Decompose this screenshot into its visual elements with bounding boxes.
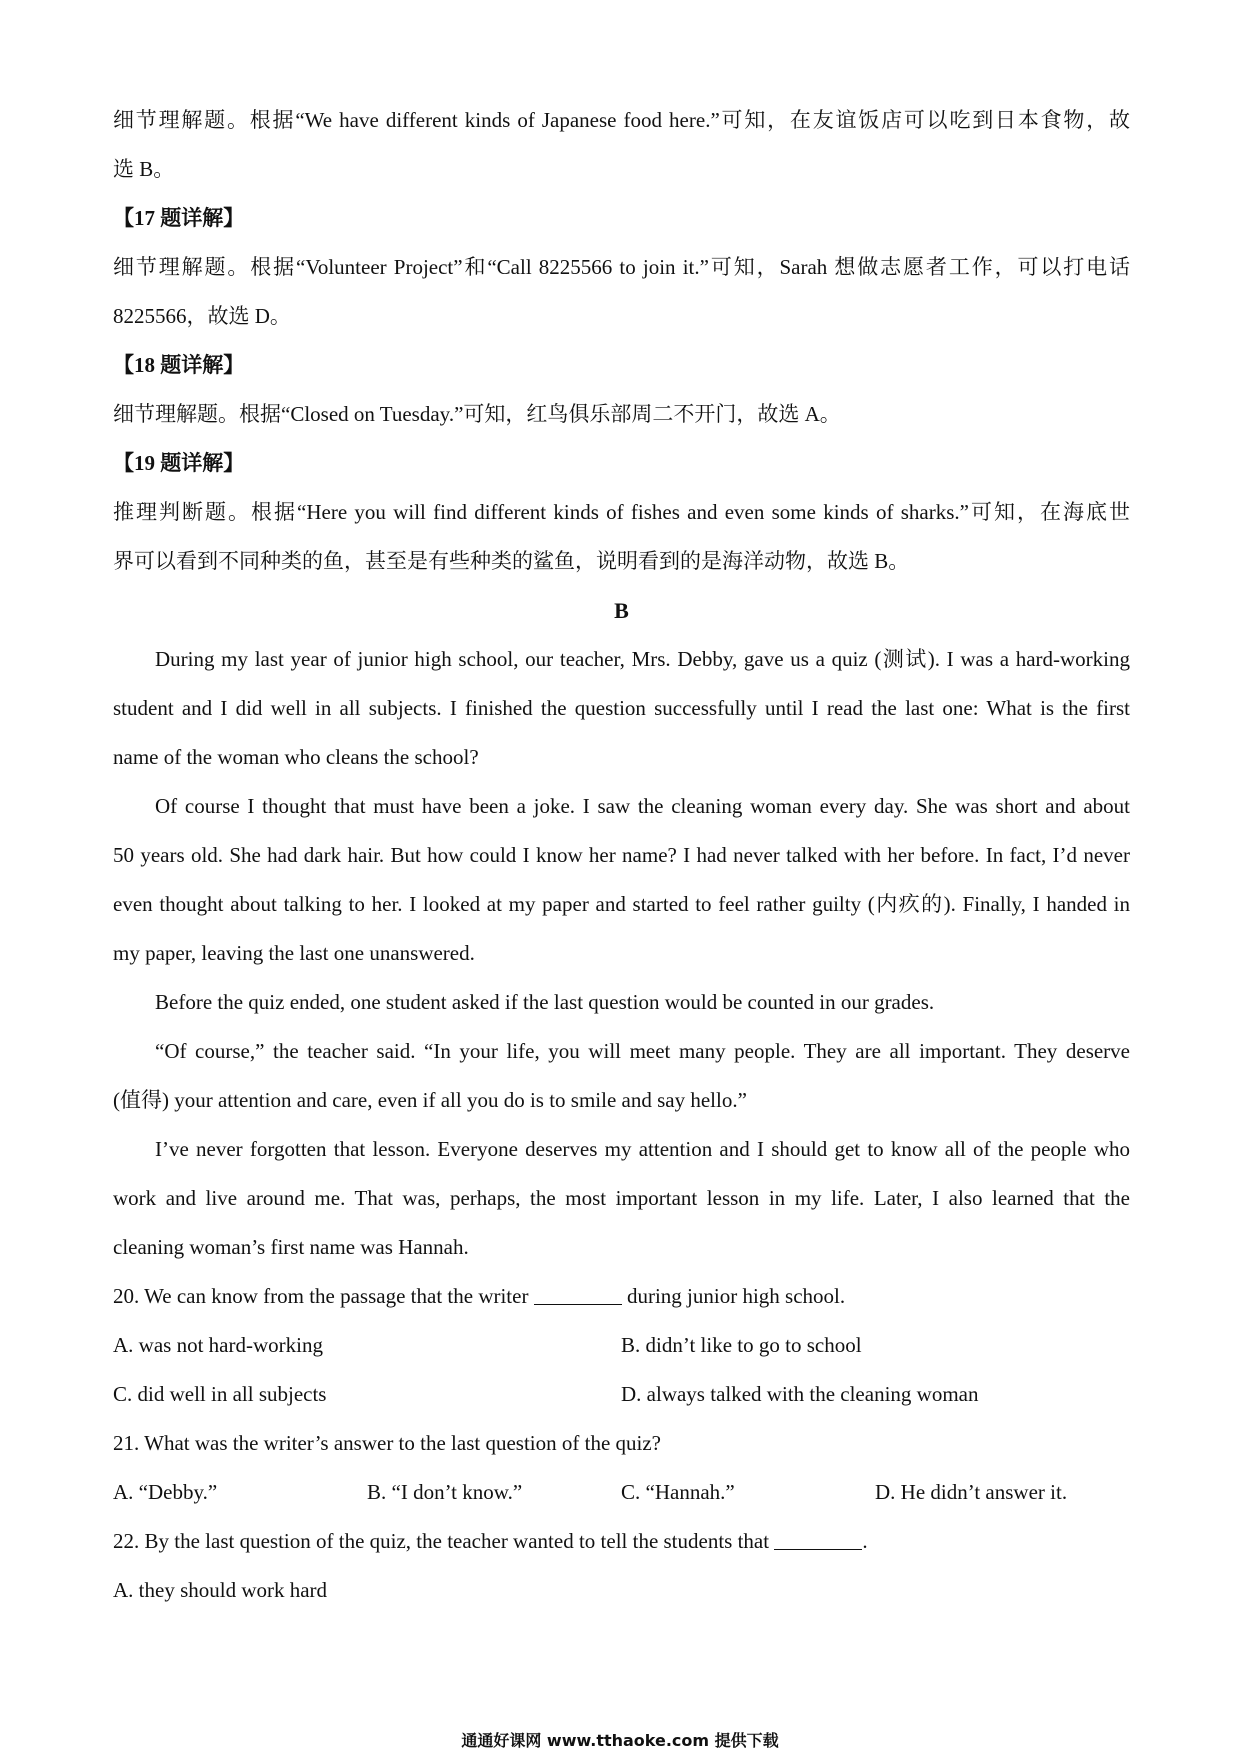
question-22-stem-end: . xyxy=(862,1529,868,1553)
passage-p4-line2: (值得) your attention and care, even if all you do is to smile and say hello.” xyxy=(113,1088,747,1112)
option-b: B. didn’t like to go to school xyxy=(621,1333,862,1357)
question-20-options-row2 xyxy=(113,1370,1130,1419)
q19-explanation-line1: 推理判断题。根据“Here you will find different kinds of fishes and even some kinds of sharks.”可知，在海底世 xyxy=(113,500,1130,524)
question-22 xyxy=(113,1517,1130,1566)
passage-p4-line1: “Of course,” the teacher said. “In your life, you will meet many people. They are all important. They deserve xyxy=(155,1039,1130,1063)
q18-title: 【18 题详解】 xyxy=(113,353,245,377)
passage-p3-line1: Before the quiz ended, one student asked if the last question would be counted in our grades. xyxy=(155,990,935,1014)
q17-explanation-line2: 8225566，故选 D。 xyxy=(113,304,291,328)
option-d: D. He didn’t answer it. xyxy=(875,1480,1068,1504)
answer-blank xyxy=(774,1529,862,1550)
passage-p2-line1: Of course I thought that must have been a joke. I saw the cleaning woman every day. She was short and about xyxy=(155,794,1130,818)
option-c: C. “Hannah.” xyxy=(621,1480,735,1504)
question-20-stem-start: 20. We can know from the passage that the writer xyxy=(113,1284,529,1308)
q16-explanation-line2: 选 B。 xyxy=(113,157,175,181)
q16-explanation-line1: 细节理解题。根据“We have different kinds of Japanese food here.”可知，在友谊饭店可以吃到日本食物，故 xyxy=(113,108,1130,132)
passage-p2-line3: even thought about talking to her. I looked at my paper and started to feel rather guilty (内疚的). Finally, I handed in xyxy=(113,892,1130,916)
q17-explanation-line1: 细节理解题。根据“Volunteer Project”和“Call 8225566 to join it.”可知，Sarah 想做志愿者工作，可以打电话 xyxy=(113,255,1130,279)
page-footer: 通通好课网 www.tthaoke.com 提供下载 xyxy=(461,1731,779,1750)
section-heading: B xyxy=(614,598,629,623)
passage-p5-line1: I’ve never forgotten that lesson. Everyone deserves my attention and I should get to know all of the people who xyxy=(155,1137,1130,1161)
passage-p2-line2: 50 years old. She had dark hair. But how could I know her name? I had never talked with her before. In fact, I’d never xyxy=(113,843,1130,867)
passage-p5-line2: work and live around me. That was, perhaps, the most important lesson in my life. Later, I also learned that the xyxy=(113,1186,1130,1210)
option-a: A. was not hard-working xyxy=(113,1333,323,1357)
question-20 xyxy=(113,1272,1130,1321)
question-20-stem-end: during junior high school. xyxy=(626,1284,846,1308)
question-22-option-a: A. they should work hard xyxy=(113,1578,328,1602)
option-c: C. did well in all subjects xyxy=(113,1382,327,1406)
passage-p2-line4: my paper, leaving the last one unanswered. xyxy=(113,941,475,965)
q19-explanation-line2: 界可以看到不同种类的鱼，甚至是有些种类的鲨鱼，说明看到的是海洋动物，故选 B。 xyxy=(113,549,910,573)
question-20-options-row1 xyxy=(113,1321,1130,1370)
question-21: 21. What was the writer’s answer to the last question of the quiz? xyxy=(113,1431,661,1455)
question-21-options xyxy=(113,1468,1130,1517)
question-22-stem-start: 22. By the last question of the quiz, the teacher wanted to tell the students that xyxy=(113,1529,770,1553)
passage-p5-line3: cleaning woman’s first name was Hannah. xyxy=(113,1235,469,1259)
answer-blank xyxy=(534,1284,622,1305)
option-d: D. always talked with the cleaning woman xyxy=(621,1382,979,1406)
q17-title: 【17 题详解】 xyxy=(113,206,245,230)
q19-title: 【19 题详解】 xyxy=(113,451,245,475)
passage-p1-line2: student and I did well in all subjects. I finished the question successfully until I read the last one: What is the first xyxy=(113,696,1130,720)
page-content xyxy=(113,96,1130,1615)
passage-p1-line1: During my last year of junior high school, our teacher, Mrs. Debby, gave us a quiz (测试). I was a hard-working xyxy=(155,647,1130,671)
option-a: A. “Debby.” xyxy=(113,1480,218,1504)
q18-explanation-line1: 细节理解题。根据“Closed on Tuesday.”可知，红鸟俱乐部周二不开门，故选 A。 xyxy=(113,402,841,426)
passage-p1-line3: name of the woman who cleans the school? xyxy=(113,745,479,769)
option-b: B. “I don’t know.” xyxy=(367,1480,523,1504)
